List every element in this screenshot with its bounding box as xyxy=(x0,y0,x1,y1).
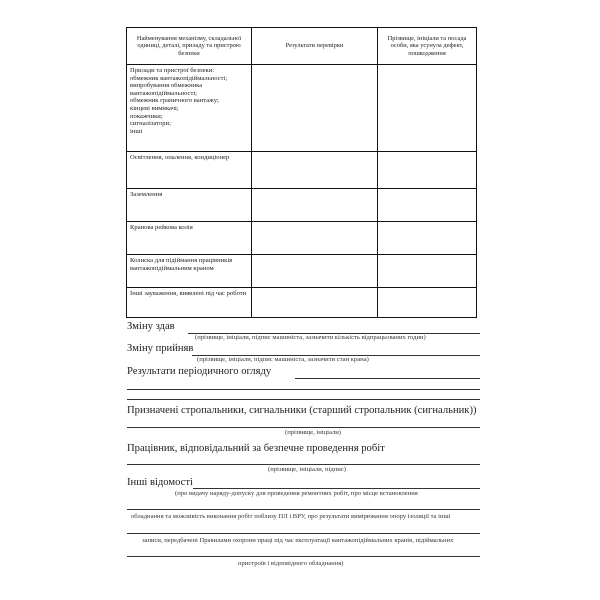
header-results: Результати перевірки xyxy=(252,28,378,65)
table-row xyxy=(127,222,477,255)
periodic-label: Результати періодичного огляду xyxy=(127,366,272,377)
other-line-2[interactable] xyxy=(127,509,480,510)
device-item: інші xyxy=(130,127,143,135)
fixer-cell[interactable] xyxy=(378,65,477,152)
result-cell[interactable] xyxy=(252,222,378,255)
fixer-cell[interactable] xyxy=(378,189,477,222)
shift-taken-label: Зміну прийняв xyxy=(127,343,194,354)
table-row xyxy=(127,65,477,152)
fixer-cell[interactable] xyxy=(378,288,477,318)
shift-handed-hint: (прізвище, ініціали, підпис машиніста, зазначити кількість відпрацьованих годин) xyxy=(195,334,426,341)
slingers-label: Призначені стропальники, сигнальники (старший стропальник (сигнальник)) xyxy=(127,405,477,416)
fixer-cell[interactable] xyxy=(378,152,477,189)
result-cell[interactable] xyxy=(252,255,378,288)
periodic-line-2[interactable] xyxy=(127,389,480,390)
table-header-row xyxy=(127,28,477,65)
inspection-table xyxy=(126,27,477,318)
table-row xyxy=(127,152,477,189)
result-cell[interactable] xyxy=(252,288,378,318)
table-row xyxy=(127,255,477,288)
result-cell[interactable] xyxy=(252,65,378,152)
device-item: покажчики; xyxy=(130,112,163,120)
device-item: сигналізатори; xyxy=(130,120,171,128)
responsible-label: Працівник, відповідальний за безпечне проведення робіт xyxy=(127,443,385,454)
other-hint-3: записи, передбачені Правилами охорони праці під час експлуатації вантажопідіймальних кранів, підіймальних xyxy=(142,537,454,544)
other-hint-1: (про видачу наряду-допуску для проведення ремонтних робіт, про місце встановлення xyxy=(175,490,418,497)
other-hint-2: обладнання та можливість виконання робіт поблизу ПЛ і ВРУ, про результати вимірювання опору ізоляції та інші xyxy=(131,513,451,520)
shift-handed-label: Зміну здав xyxy=(127,321,175,332)
other-line-3[interactable] xyxy=(127,533,480,534)
header-fixer: Прізвище, ініціали та посада особи, яка усунула дефект, пошкодження xyxy=(378,28,477,65)
periodic-line-1[interactable] xyxy=(295,378,480,379)
row-label-devices xyxy=(127,65,252,152)
result-cell[interactable] xyxy=(252,189,378,222)
responsible-line[interactable] xyxy=(127,464,480,465)
slingers-line[interactable] xyxy=(127,427,480,428)
row-label-cradle: Колиска для підіймання працівників вантажопідіймальним краном xyxy=(127,255,252,288)
fixer-cell[interactable] xyxy=(378,222,477,255)
other-line-1[interactable] xyxy=(193,488,480,489)
device-item: випробування обмежника xyxy=(130,82,203,90)
device-item: обмежник граничного вантажу; xyxy=(130,97,219,105)
result-cell[interactable] xyxy=(252,152,378,189)
responsible-hint: (прізвище, ініціали, підпис) xyxy=(268,466,346,473)
row-label-notes: Інші зауваження, виявлені під час роботи xyxy=(127,288,252,318)
periodic-line-3[interactable] xyxy=(127,399,480,400)
other-label: Інші відомості xyxy=(127,477,193,488)
slingers-hint: (прізвище, ініціали) xyxy=(285,429,341,436)
fixer-cell[interactable] xyxy=(378,255,477,288)
other-line-4[interactable] xyxy=(127,556,480,557)
row-label-rail: Кранова рейкова колія xyxy=(127,222,252,255)
device-item: Прилади та пристрої безпеки: xyxy=(130,67,215,74)
table-row xyxy=(127,189,477,222)
table-row xyxy=(127,288,477,318)
row-label-lighting: Освітлення, опалення, кондиціонер xyxy=(127,152,252,189)
device-item: кінцеві вимикачі; xyxy=(130,104,179,112)
header-mechanism: Найменування механізму, складальної одиниці, деталі, приладу та пристрою безпеки xyxy=(127,28,252,65)
other-hint-4: пристроїв і відповідного обладнання) xyxy=(238,560,344,567)
device-item: обмежник вантажопідіймальності; xyxy=(130,74,228,82)
row-label-grounding: Заземлення xyxy=(127,189,252,222)
device-item: вантажопідіймальності; xyxy=(130,89,198,97)
shift-taken-hint: (прізвище, ініціали, підпис машиніста, зазначити стан крана) xyxy=(197,356,369,363)
